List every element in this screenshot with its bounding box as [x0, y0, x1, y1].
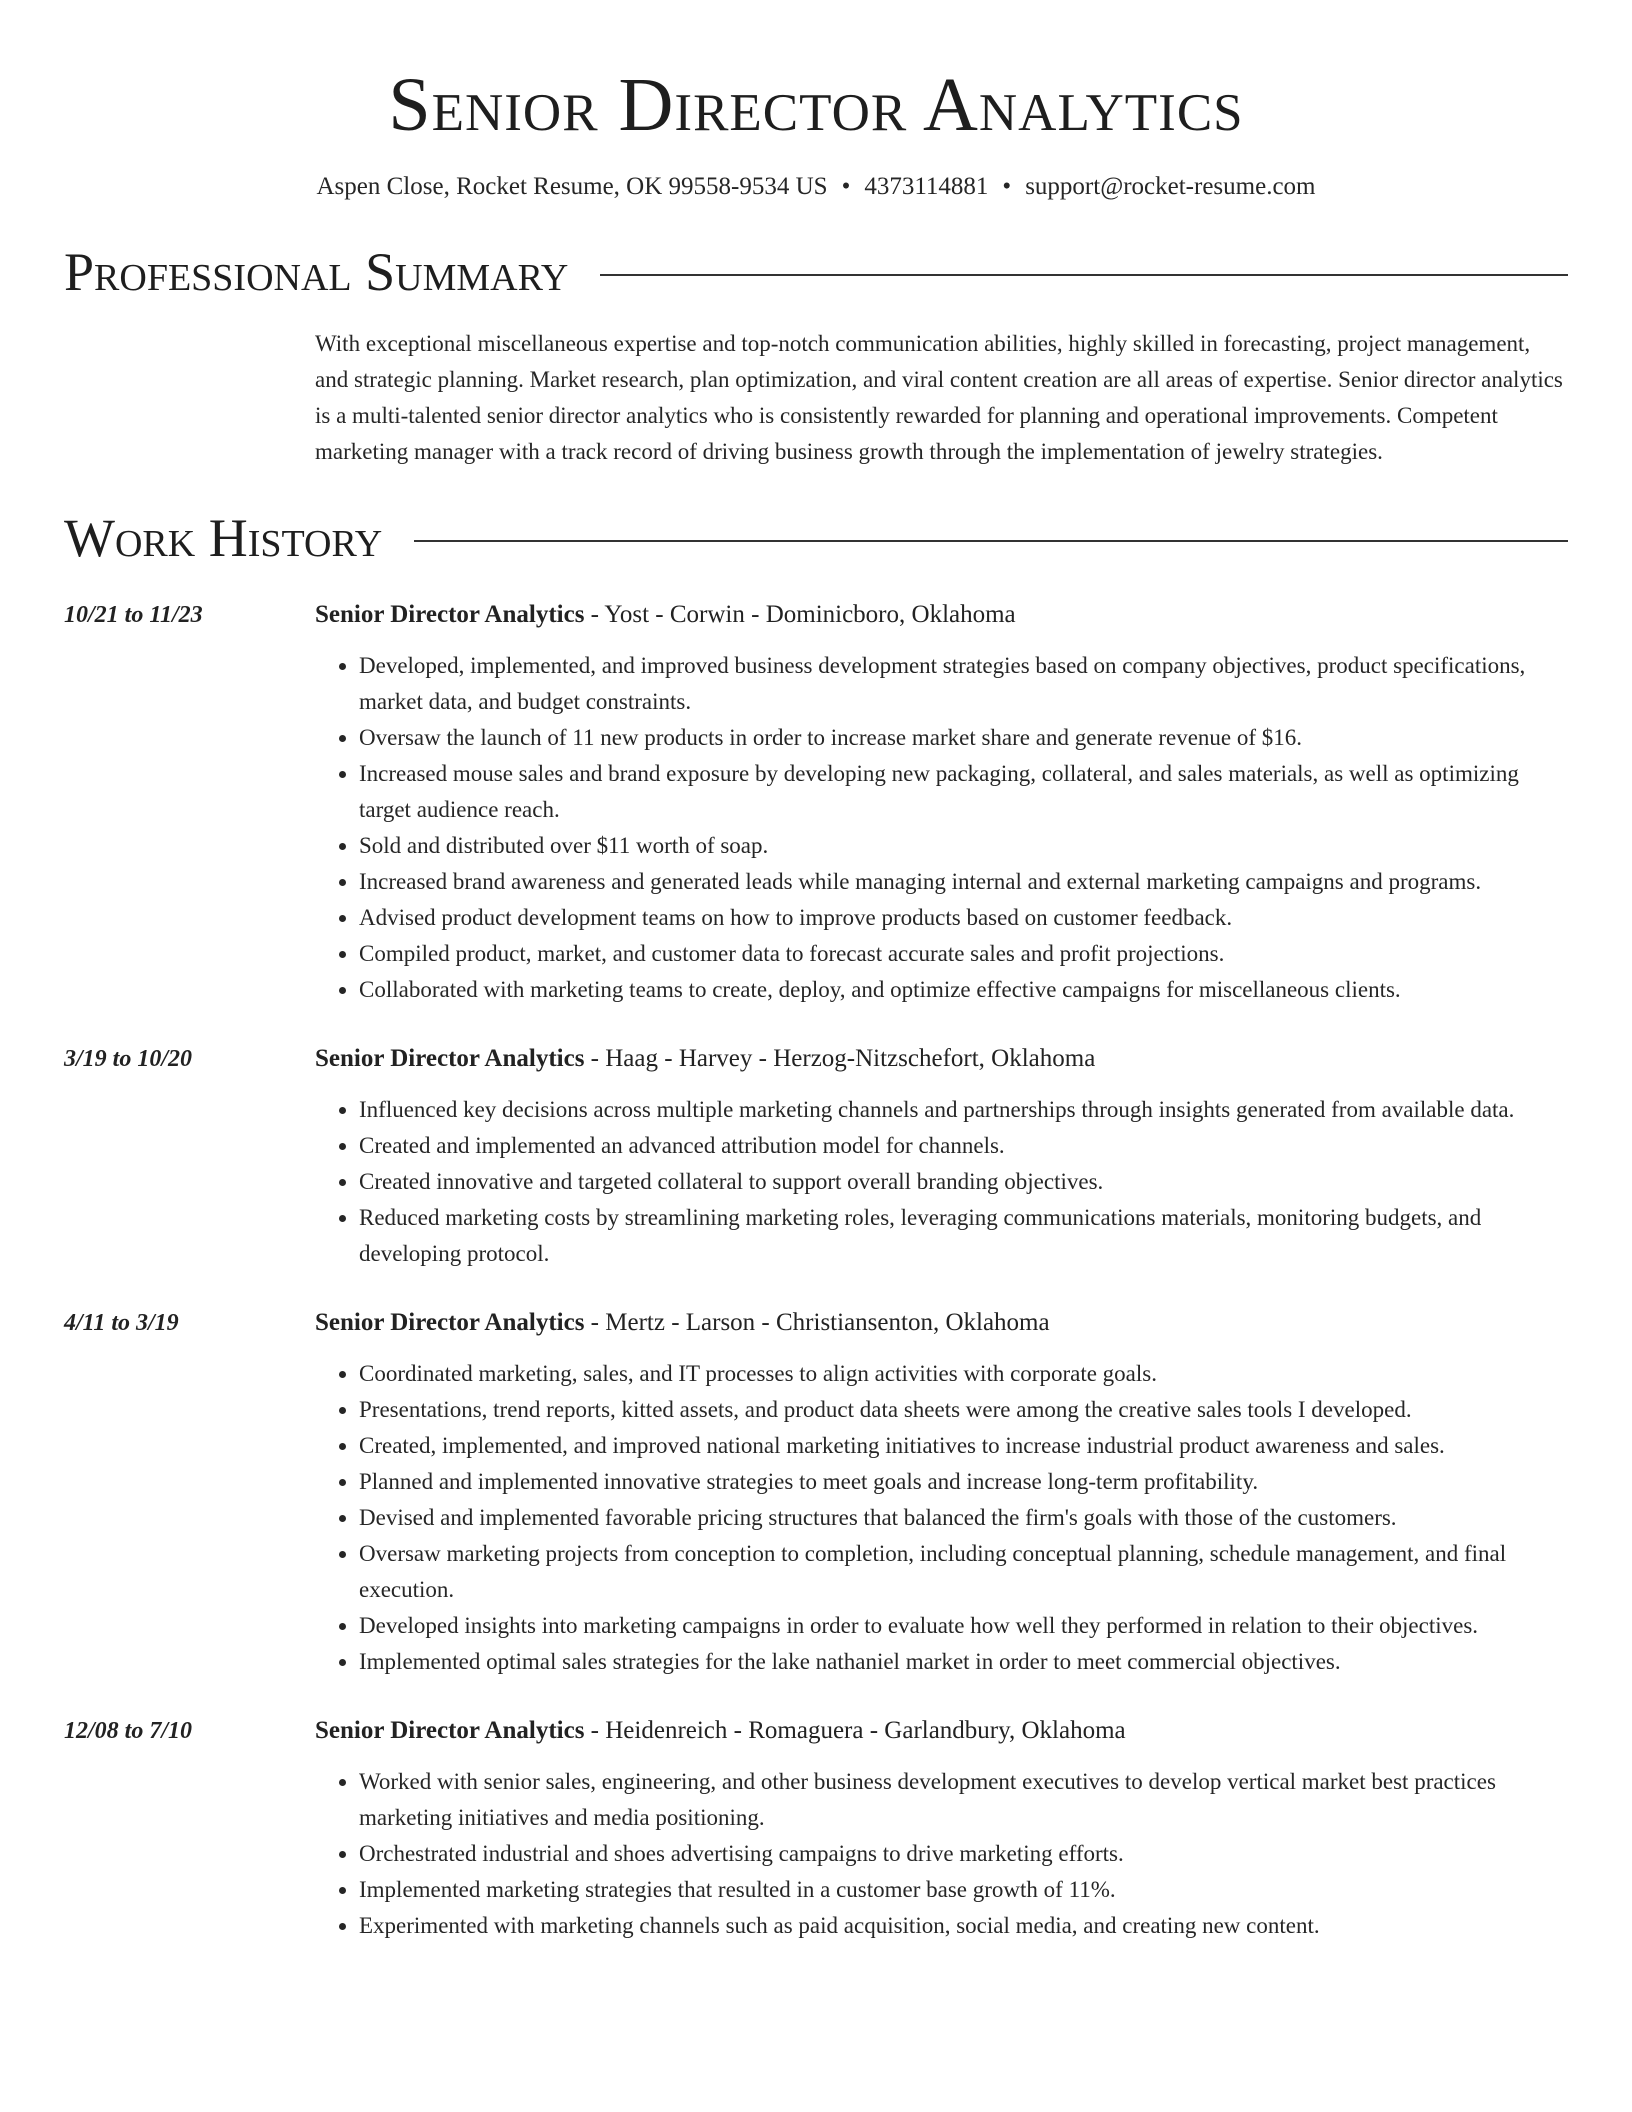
job-dates: 12/08 to 7/10: [64, 1718, 193, 1744]
work-section-header: [64, 506, 1568, 570]
job-body: [315, 1306, 1568, 1680]
job-entry: [64, 1714, 1568, 1944]
job-duty-item: • Experimented with marketing channels such as paid acquisition, social media, and creating new content.: [359, 1908, 1568, 1944]
work-heading: Work History: [64, 508, 383, 568]
job-dates: 4/11 to 3/19: [64, 1310, 179, 1336]
job-header: [315, 1042, 1568, 1076]
job-body: [315, 1042, 1568, 1272]
job-duty-item: • Implemented marketing strategies that resulted in a customer base growth of 11%.: [359, 1872, 1568, 1908]
resume-page: [64, 0, 1568, 1944]
job-duty-item: • Created innovative and targeted collateral to support overall branding objectives.: [359, 1164, 1568, 1200]
summary-text: With exceptional miscellaneous expertise and top-notch communication abilities, highly skilled in forecasting, project management, and strategic planning. Market research, plan optimization, and viral content creation are all areas of expertise. Senior director analytics is a multi-talented senior director analytics who is consistently rewarded for planning and operational improvements. Competent marketing manager with a track record of driving business growth through the implementation of jewelry strategies.: [315, 331, 1563, 464]
job-entry: [64, 598, 1568, 1008]
contact-address: Aspen Close, Rocket Resume, OK 99558-9534 US: [316, 173, 828, 200]
job-duty-item: • Developed insights into marketing campaigns in order to evaluate how well they performed in relation to their objectives.: [359, 1608, 1568, 1644]
work-history-list: [64, 598, 1568, 1944]
job-duty-item: • Influenced key decisions across multiple marketing channels and partnerships through insights generated from available data.: [359, 1092, 1568, 1128]
summary-section-header: [64, 240, 1568, 304]
job-dates: 3/19 to 10/20: [64, 1046, 193, 1072]
job-duty-item: • Created and implemented an advanced attribution model for channels.: [359, 1128, 1568, 1164]
job-employer-location: - Mertz - Larson - Christiansenton, Oklahoma: [584, 1309, 1050, 1336]
summary-heading: Professional Summary: [64, 242, 569, 302]
section-divider: [414, 540, 1568, 542]
contact-email: support@rocket-resume.com: [1025, 173, 1316, 200]
candidate-name: Senior Director Analytics: [388, 63, 1244, 147]
job-duty-item: • Created, implemented, and improved national marketing initiatives to increase industrial product awareness and sales.: [359, 1428, 1568, 1464]
job-title: Senior Director Analytics: [315, 1717, 585, 1744]
job-duty-item: • Devised and implemented favorable pricing structures that balanced the firm's goals with those of the customers.: [359, 1500, 1568, 1536]
job-duty-item: • Advised product development teams on how to improve products based on customer feedback.: [359, 900, 1568, 936]
contact-line: [64, 170, 1568, 204]
job-duty-item: • Developed, implemented, and improved business development strategies based on company objectives, product specifications, market data, and budget constraints.: [359, 648, 1568, 720]
job-duties-list: [315, 1764, 1568, 1944]
job-duty-item: • Oversaw marketing projects from conception to completion, including conceptual planning, schedule management, and final execution.: [359, 1536, 1568, 1608]
contact-phone: 4373114881: [864, 173, 989, 200]
job-duty-item: • Collaborated with marketing teams to create, deploy, and optimize effective campaigns for miscellaneous clients.: [359, 972, 1568, 1008]
job-body: [315, 598, 1568, 1008]
job-title: Senior Director Analytics: [315, 1309, 585, 1336]
job-duties-list: [315, 1356, 1568, 1680]
job-duties-list: [315, 648, 1568, 1008]
job-duty-item: • Sold and distributed over $11 worth of soap.: [359, 828, 1568, 864]
section-divider: [600, 274, 1568, 276]
job-entry: [64, 1042, 1568, 1272]
job-duty-item: • Implemented optimal sales strategies for the lake nathaniel market in order to meet commercial objectives.: [359, 1644, 1568, 1680]
job-header: [315, 1306, 1568, 1340]
job-entry: [64, 1306, 1568, 1680]
job-title: Senior Director Analytics: [315, 601, 585, 628]
job-dates: 10/21 to 11/23: [64, 602, 203, 628]
job-duty-item: • Coordinated marketing, sales, and IT processes to align activities with corporate goals.: [359, 1356, 1568, 1392]
job-duty-item: • Planned and implemented innovative strategies to meet goals and increase long-term profitability.: [359, 1464, 1568, 1500]
job-duties-list: [315, 1092, 1568, 1272]
job-title: Senior Director Analytics: [315, 1045, 585, 1072]
job-employer-location: - Heidenreich - Romaguera - Garlandbury, Oklahoma: [584, 1717, 1126, 1744]
contact-separator: •: [841, 173, 851, 200]
job-duty-item: • Oversaw the launch of 11 new products in order to increase market share and generate revenue of $16.: [359, 720, 1568, 756]
contact-separator: •: [1002, 173, 1012, 200]
job-employer-location: - Haag - Harvey - Herzog-Nitzschefort, Oklahoma: [584, 1045, 1096, 1072]
job-header: [315, 1714, 1568, 1748]
job-duty-item: • Worked with senior sales, engineering, and other business development executives to develop vertical market best practices marketing initiatives and media positioning.: [359, 1764, 1568, 1836]
job-duty-item: • Compiled product, market, and customer data to forecast accurate sales and profit projections.: [359, 936, 1568, 972]
job-duty-item: • Presentations, trend reports, kitted assets, and product data sheets were among the creative sales tools I developed.: [359, 1392, 1568, 1428]
job-duty-item: • Increased mouse sales and brand exposure by developing new packaging, collateral, and sales materials, as well as optimizing target audience reach.: [359, 756, 1568, 828]
job-body: [315, 1714, 1568, 1944]
job-duty-item: • Reduced marketing costs by streamlining marketing roles, leveraging communications materials, monitoring budgets, and developing protocol.: [359, 1200, 1568, 1272]
job-duty-item: • Increased brand awareness and generated leads while managing internal and external marketing campaigns and programs.: [359, 864, 1568, 900]
job-duty-item: • Orchestrated industrial and shoes advertising campaigns to drive marketing efforts.: [359, 1836, 1568, 1872]
job-employer-location: - Yost - Corwin - Dominicboro, Oklahoma: [584, 601, 1016, 628]
job-header: [315, 598, 1568, 632]
